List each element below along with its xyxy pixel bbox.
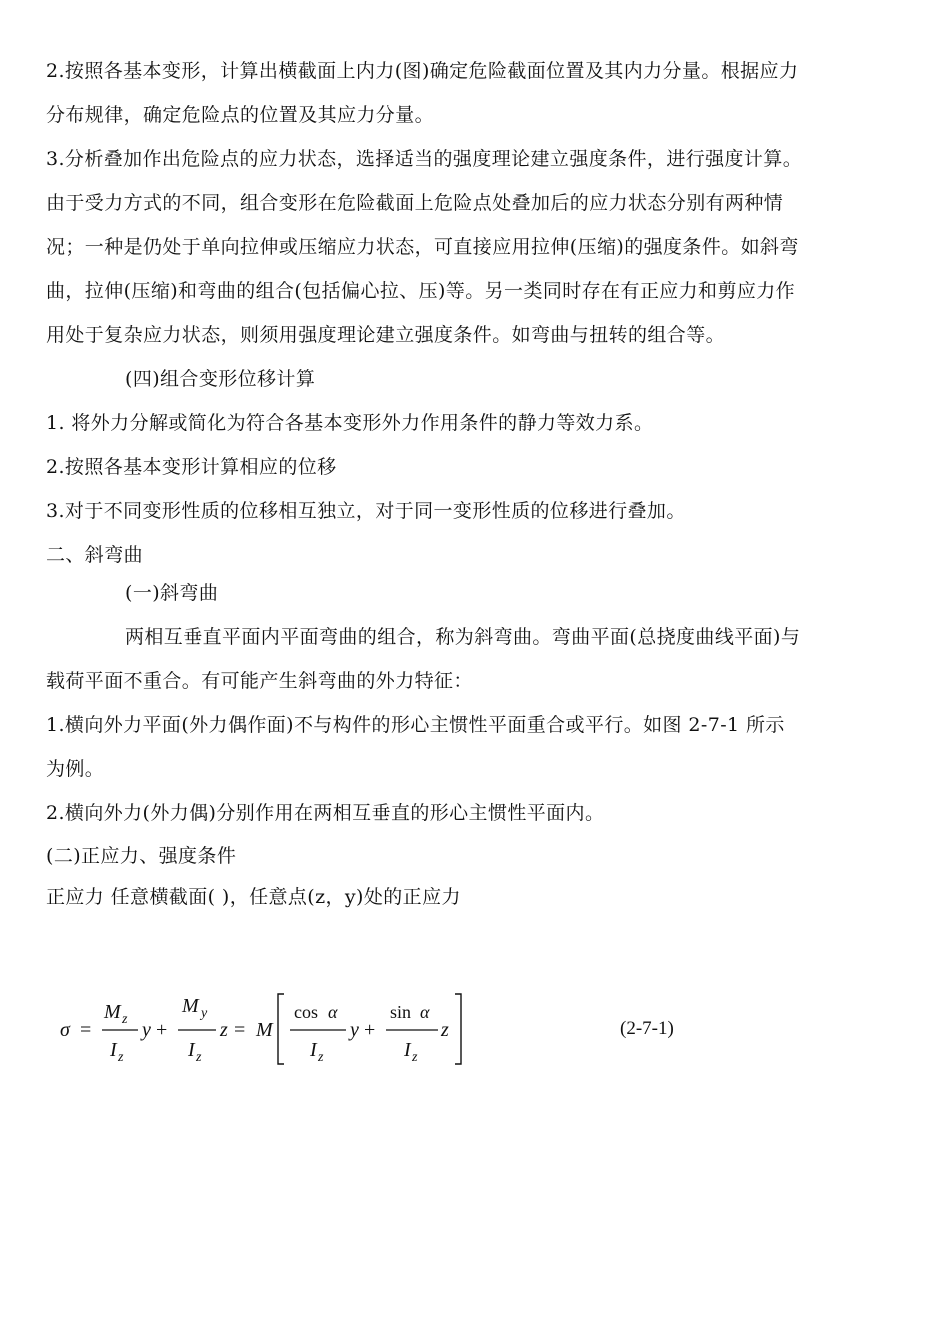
sigma-symbol: σ [60, 1019, 70, 1041]
plus-sign: + [156, 1019, 168, 1041]
section-heading: 二、斜弯曲 [46, 544, 144, 566]
text-line: 分布规律，确定危险点的位置及其应力分量。 [46, 104, 435, 126]
cos-function: cos [294, 1002, 318, 1022]
text-line: 2.按照各基本变形，计算出横截面上内力(图)确定危险截面位置及其内力分量。根据应力 [46, 60, 799, 82]
iz-symbol: I [110, 1039, 117, 1061]
equation-graphic [58, 990, 918, 1070]
text-line: 3.对于不同变形性质的位移相互独立，对于同一变形性质的位移进行叠加。 [46, 500, 686, 522]
text-line: 由于受力方式的不同，组合变形在危险截面上危险点处叠加后的应力状态分别有两种情 [46, 192, 784, 214]
text-line: 用处于复杂应力状态，则须用强度理论建立强度条件。如弯曲与扭转的组合等。 [46, 324, 726, 346]
text-line: 载荷平面不重合。有可能产生斜弯曲的外力特征： [46, 670, 473, 692]
text-line: 1.横向外力平面(外力偶作面)不与构件的形心主惯性平面重合或平行。如图 2-7-1 所示 [46, 714, 785, 736]
iz-subscript: z [412, 1050, 418, 1065]
my-symbol: M [182, 995, 199, 1017]
text-line: 况；一种是仍处于单向拉伸或压缩应力状态，可直接应用拉伸(压缩)的强度条件。如斜弯 [46, 236, 799, 258]
text-line: 曲，拉伸(压缩)和弯曲的组合(包括偏心拉、压)等。另一类同时存在有正应力和剪应力作 [46, 280, 796, 302]
iz-subscript: z [196, 1050, 202, 1065]
text-line: 3.分析叠加作出危险点的应力状态，选择适当的强度理论建立强度条件，进行强度计算。 [46, 148, 803, 170]
alpha-symbol: α [328, 1002, 338, 1022]
text-line: 1. 将外力分解或简化为符合各基本变形外力作用条件的静力等效力系。 [46, 412, 654, 434]
z-variable: z [441, 1019, 449, 1041]
section-heading: (四)组合变形位移计算 [125, 368, 316, 390]
left-bracket [278, 994, 284, 1064]
text-line: 正应力 任意横截面( )，任意点(z，y)处的正应力 [46, 886, 461, 908]
right-bracket [455, 994, 461, 1064]
equals-sign: = [234, 1019, 246, 1041]
text-line: 2.横向外力(外力偶)分别作用在两相互垂直的形心主惯性平面内。 [46, 802, 605, 824]
iz-symbol: I [188, 1039, 195, 1061]
m-symbol: M [256, 1019, 273, 1041]
z-variable: z [220, 1019, 228, 1041]
alpha-symbol: α [420, 1002, 430, 1022]
iz-subscript: z [118, 1050, 124, 1065]
text-line: 2.按照各基本变形计算相应的位移 [46, 456, 337, 478]
equation-2-7-1 [58, 990, 918, 1070]
iz-subscript: z [318, 1050, 324, 1065]
sin-function: sin [390, 1002, 412, 1022]
iz-symbol: I [404, 1039, 411, 1061]
section-heading: (一)斜弯曲 [125, 582, 219, 604]
mz-symbol: M [104, 1001, 121, 1023]
plus-sign: + [364, 1019, 376, 1041]
y-variable: y [142, 1019, 151, 1041]
equation-number: (2-7-1) [620, 1018, 674, 1039]
my-subscript: y [201, 1006, 208, 1021]
section-heading: (二)正应力、强度条件 [46, 845, 237, 867]
iz-symbol: I [310, 1039, 317, 1061]
y-variable: y [350, 1019, 359, 1041]
text-line: 为例。 [46, 758, 105, 780]
text-line: 两相互垂直平面内平面弯曲的组合，称为斜弯曲。弯曲平面(总挠度曲线平面)与 [125, 626, 801, 648]
equals-sign: = [80, 1019, 92, 1041]
mz-subscript: z [122, 1012, 128, 1027]
